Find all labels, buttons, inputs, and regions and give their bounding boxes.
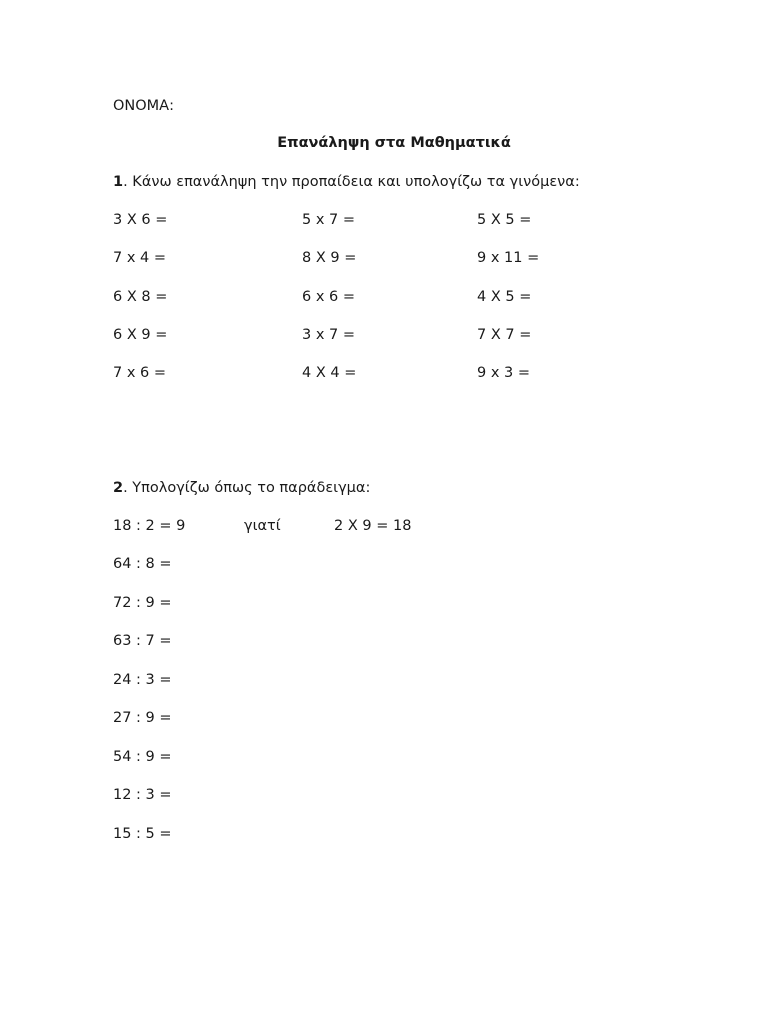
- multiplication-item: 7 x 6 =: [113, 365, 167, 381]
- multiplication-item: 9 x 11 =: [477, 250, 540, 266]
- multiplication-item: 4 X 4 =: [302, 365, 357, 381]
- task1-instructions: . Κάνω επανάληψη την προπαίδεια και υπολογίζω τα γινόμενα:: [123, 174, 580, 190]
- multiplication-item: 7 x 4 =: [113, 250, 167, 266]
- division-item: 72 : 9 =: [113, 595, 172, 611]
- division-item: 15 : 5 =: [113, 826, 172, 842]
- task2-number: 2: [113, 480, 124, 496]
- division-item: 54 : 9 =: [113, 749, 172, 765]
- multiplication-item: 3 x 7 =: [302, 327, 356, 343]
- multiplication-item: 5 X 5 =: [477, 212, 532, 228]
- student-name-label: ΟΝΟΜΑ:: [113, 98, 174, 114]
- task1-heading: [113, 173, 580, 191]
- example-check: 2 X 9 = 18: [334, 518, 412, 534]
- division-item: 27 : 9 =: [113, 710, 172, 726]
- task2-instructions: . Υπολογίζω όπως το παράδειγμα:: [123, 480, 371, 496]
- multiplication-item: 6 x 6 =: [302, 289, 356, 305]
- multiplication-item: 3 X 6 =: [113, 212, 168, 228]
- multiplication-item: 6 X 9 =: [113, 327, 168, 343]
- multiplication-item: 8 X 9 =: [302, 250, 357, 266]
- division-item: 63 : 7 =: [113, 633, 172, 649]
- task1-number: 1: [113, 174, 124, 190]
- division-item: 24 : 3 =: [113, 672, 172, 688]
- example-because: γιατί: [244, 518, 281, 534]
- page-title-text: Επανάληψη στα Μαθηματικά: [277, 135, 511, 151]
- multiplication-item: 9 x 3 =: [477, 365, 531, 381]
- multiplication-item: 6 X 8 =: [113, 289, 168, 305]
- division-item: 12 : 3 =: [113, 787, 172, 803]
- task2-heading: [113, 479, 370, 497]
- multiplication-item: 4 X 5 =: [477, 289, 532, 305]
- multiplication-item: 5 x 7 =: [302, 212, 356, 228]
- multiplication-item: 7 X 7 =: [477, 327, 532, 343]
- example-expression: 18 : 2 = 9: [113, 518, 186, 534]
- page-title: [10, 134, 768, 152]
- division-item: 64 : 8 =: [113, 556, 172, 572]
